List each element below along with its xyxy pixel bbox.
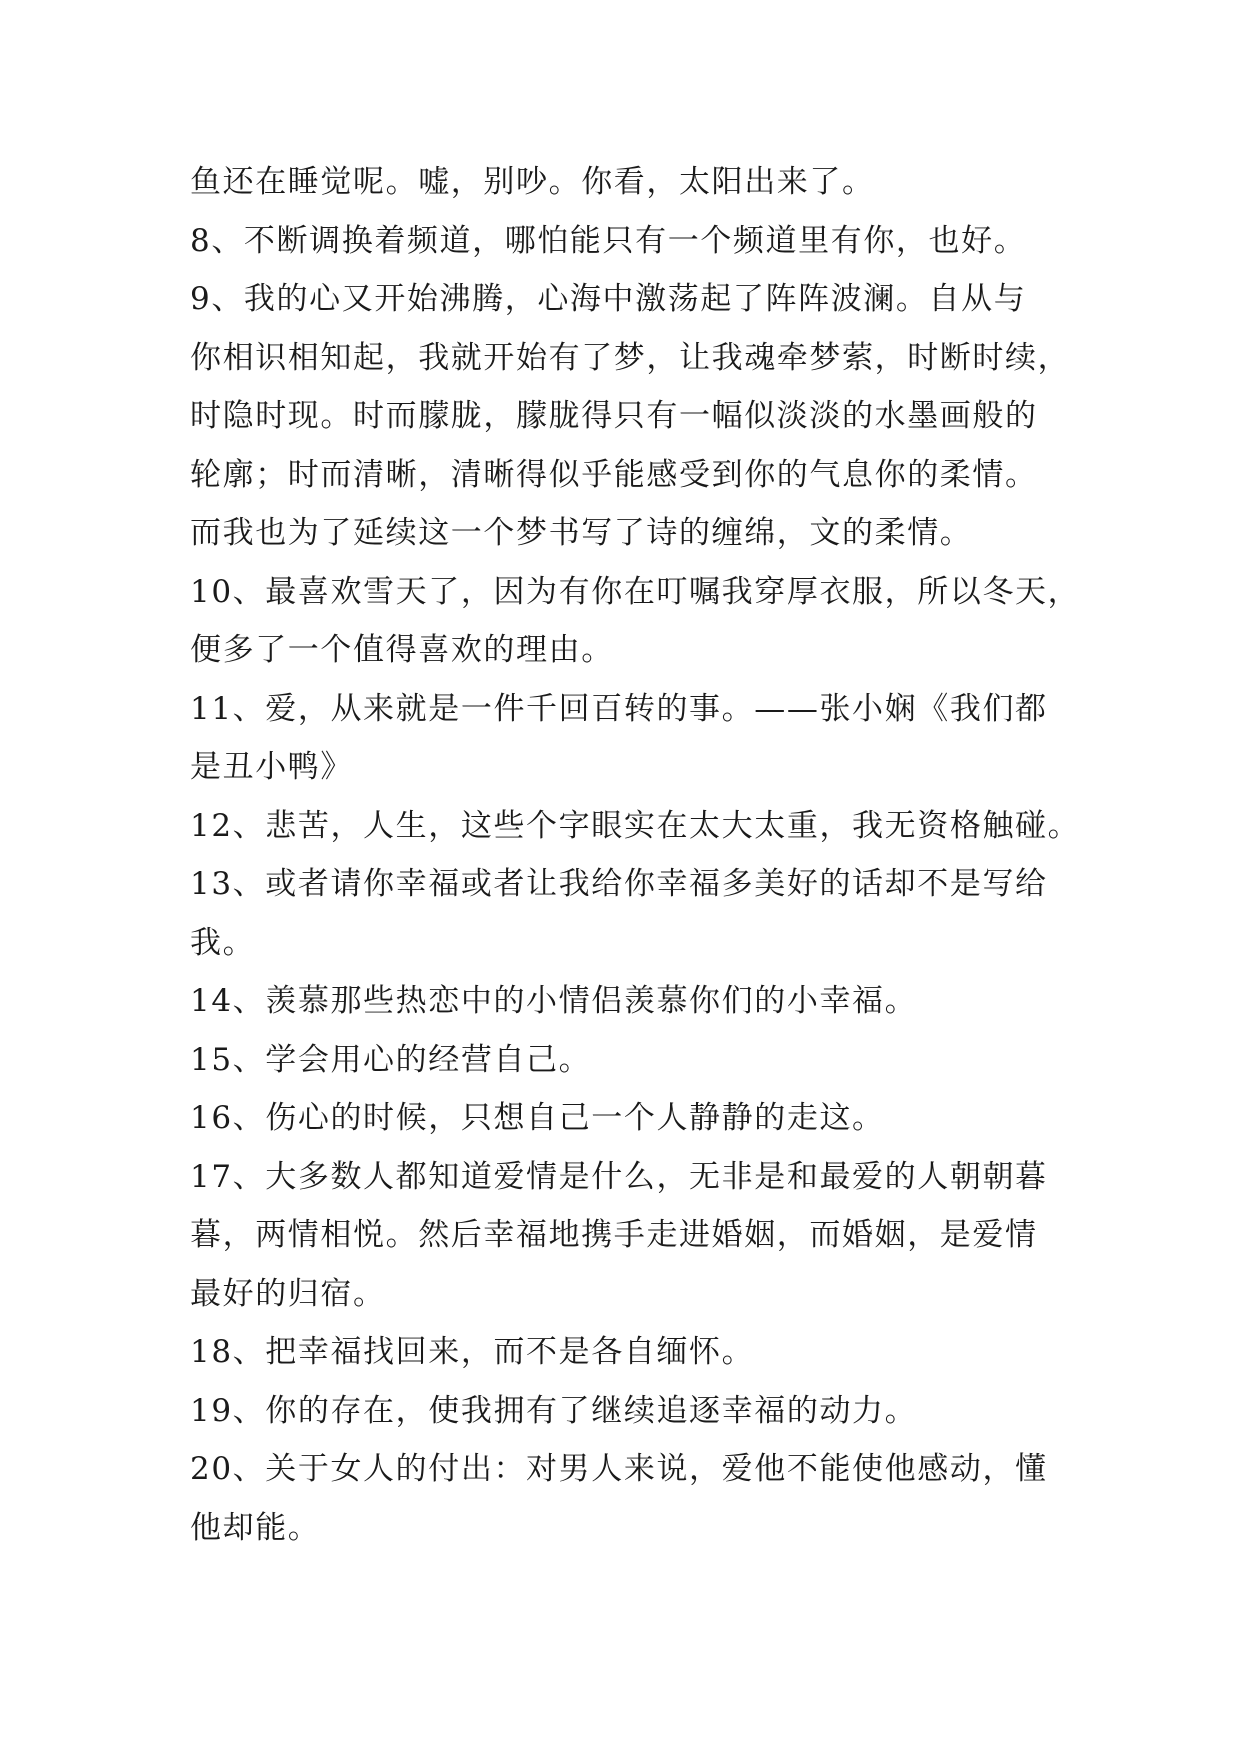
text-line: 12、悲苦，人生，这些个字眼实在太大太重，我无资格触碰。 [190,807,1081,844]
text-line: 便多了一个值得喜欢的理由。 [190,632,614,668]
text-line: 15、学会用心的经营自己。 [190,1041,592,1078]
text-line: 你相识相知起，我就开始有了梦，让我魂牵梦萦，时断时续， [190,339,1071,376]
text-line: 轮廓；时而清晰，清晰得似乎能感受到你的气息你的柔情。 [190,456,1038,493]
text-line: 19、你的存在，使我拥有了继续追逐幸福的动力。 [190,1392,918,1429]
text-line: 最好的归宿。 [190,1275,386,1312]
text-line: 时隐时现。时而朦胧，朦胧得只有一幅似淡淡的水墨画般的 [190,398,1038,434]
text-line: 9、我的心又开始沸腾，心海中激荡起了阵阵波澜。自从与 [190,281,1027,317]
text-line: 14、羡慕那些热恋中的小情侣羡慕你们的小幸福。 [190,983,918,1019]
text-line: 17、大多数人都知道爱情是什么，无非是和最爱的人朝朝暮 [190,1158,1048,1195]
text-line: 是丑小鸭》 [190,749,353,785]
text-line: 我。 [190,924,256,961]
document-body [190,153,1081,1557]
text-line: 16、伤心的时候，只想自己一个人静静的走这。 [190,1100,885,1136]
text-line: 8、不断调换着频道，哪怕能只有一个频道里有你，也好。 [190,222,1027,259]
text-line: 20、关于女人的付出：对男人来说，爱他不能使他感动，懂 [190,1451,1048,1487]
text-line: 10、最喜欢雪天了，因为有你在叮嘱我穿厚衣服，所以冬天， [190,573,1081,610]
text-line: 11、爱，从来就是一件千回百转的事。——张小娴《我们都 [190,690,1048,727]
text-line: 而我也为了延续这一个梦书写了诗的缠绵，文的柔情。 [190,515,973,551]
text-line: 18、把幸福找回来，而不是各自缅怀。 [190,1334,755,1370]
text-line: 他却能。 [190,1509,321,1546]
text-line: 鱼还在睡觉呢。嘘，别吵。你看，太阳出来了。 [190,164,875,200]
text-line: 13、或者请你幸福或者让我给你幸福多美好的话却不是写给 [190,866,1048,902]
text-line: 暮，两情相悦。然后幸福地携手走进婚姻，而婚姻，是爱情 [190,1217,1038,1253]
